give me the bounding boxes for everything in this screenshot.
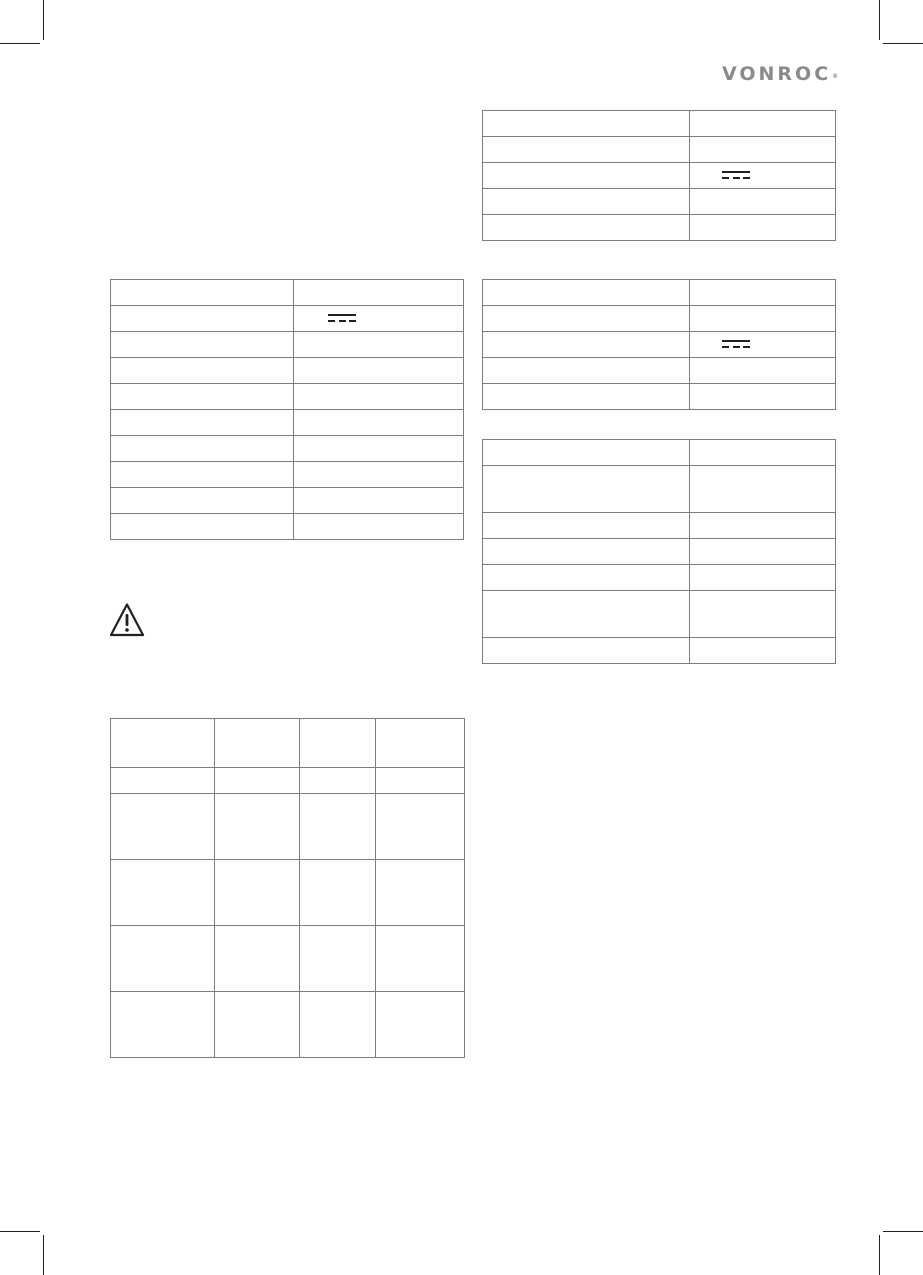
spec-table-left [110, 279, 464, 540]
table-row [111, 926, 465, 992]
table-row [111, 794, 465, 860]
table-row [111, 280, 464, 306]
table-row [483, 332, 836, 358]
crop-mark [0, 1231, 40, 1232]
direct-current-icon [722, 340, 750, 350]
table-row [111, 358, 464, 384]
brand-logo: VONROC® [722, 63, 839, 85]
table-row [483, 565, 836, 591]
crop-mark [879, 0, 880, 40]
table-row [111, 410, 464, 436]
table-row [483, 189, 836, 215]
table-row [483, 384, 836, 410]
direct-current-icon [722, 171, 750, 181]
table-row [483, 280, 836, 306]
table-row [483, 163, 836, 189]
table-row [483, 137, 836, 163]
table-row [483, 358, 836, 384]
table-row [111, 992, 465, 1058]
table-row [483, 111, 836, 137]
table-row [483, 466, 836, 513]
table-row [111, 306, 464, 332]
table-row [483, 440, 836, 466]
table-row [483, 539, 836, 565]
table-row [483, 306, 836, 332]
crop-mark [883, 43, 923, 44]
grid-table-bottom-left [110, 718, 465, 1058]
table-header-row [111, 719, 465, 768]
table-row [111, 768, 465, 794]
table-row [111, 488, 464, 514]
spec-table-top-right [482, 110, 836, 241]
table-row [483, 638, 836, 664]
direct-current-icon [328, 314, 356, 324]
table-row [111, 462, 464, 488]
spec-table-mid-right [482, 279, 836, 410]
warning-triangle-icon [109, 602, 145, 638]
table-row [111, 514, 464, 540]
table-row [483, 215, 836, 241]
crop-mark [0, 43, 40, 44]
table-row [111, 384, 464, 410]
table-row [111, 860, 465, 926]
table-row [111, 332, 464, 358]
table-row [111, 436, 464, 462]
crop-mark [43, 1235, 44, 1275]
table-row [483, 513, 836, 539]
spec-table-lower-right [482, 439, 836, 664]
crop-mark [43, 0, 44, 40]
crop-mark [883, 1231, 923, 1232]
table-row [483, 591, 836, 638]
crop-mark [879, 1235, 880, 1275]
